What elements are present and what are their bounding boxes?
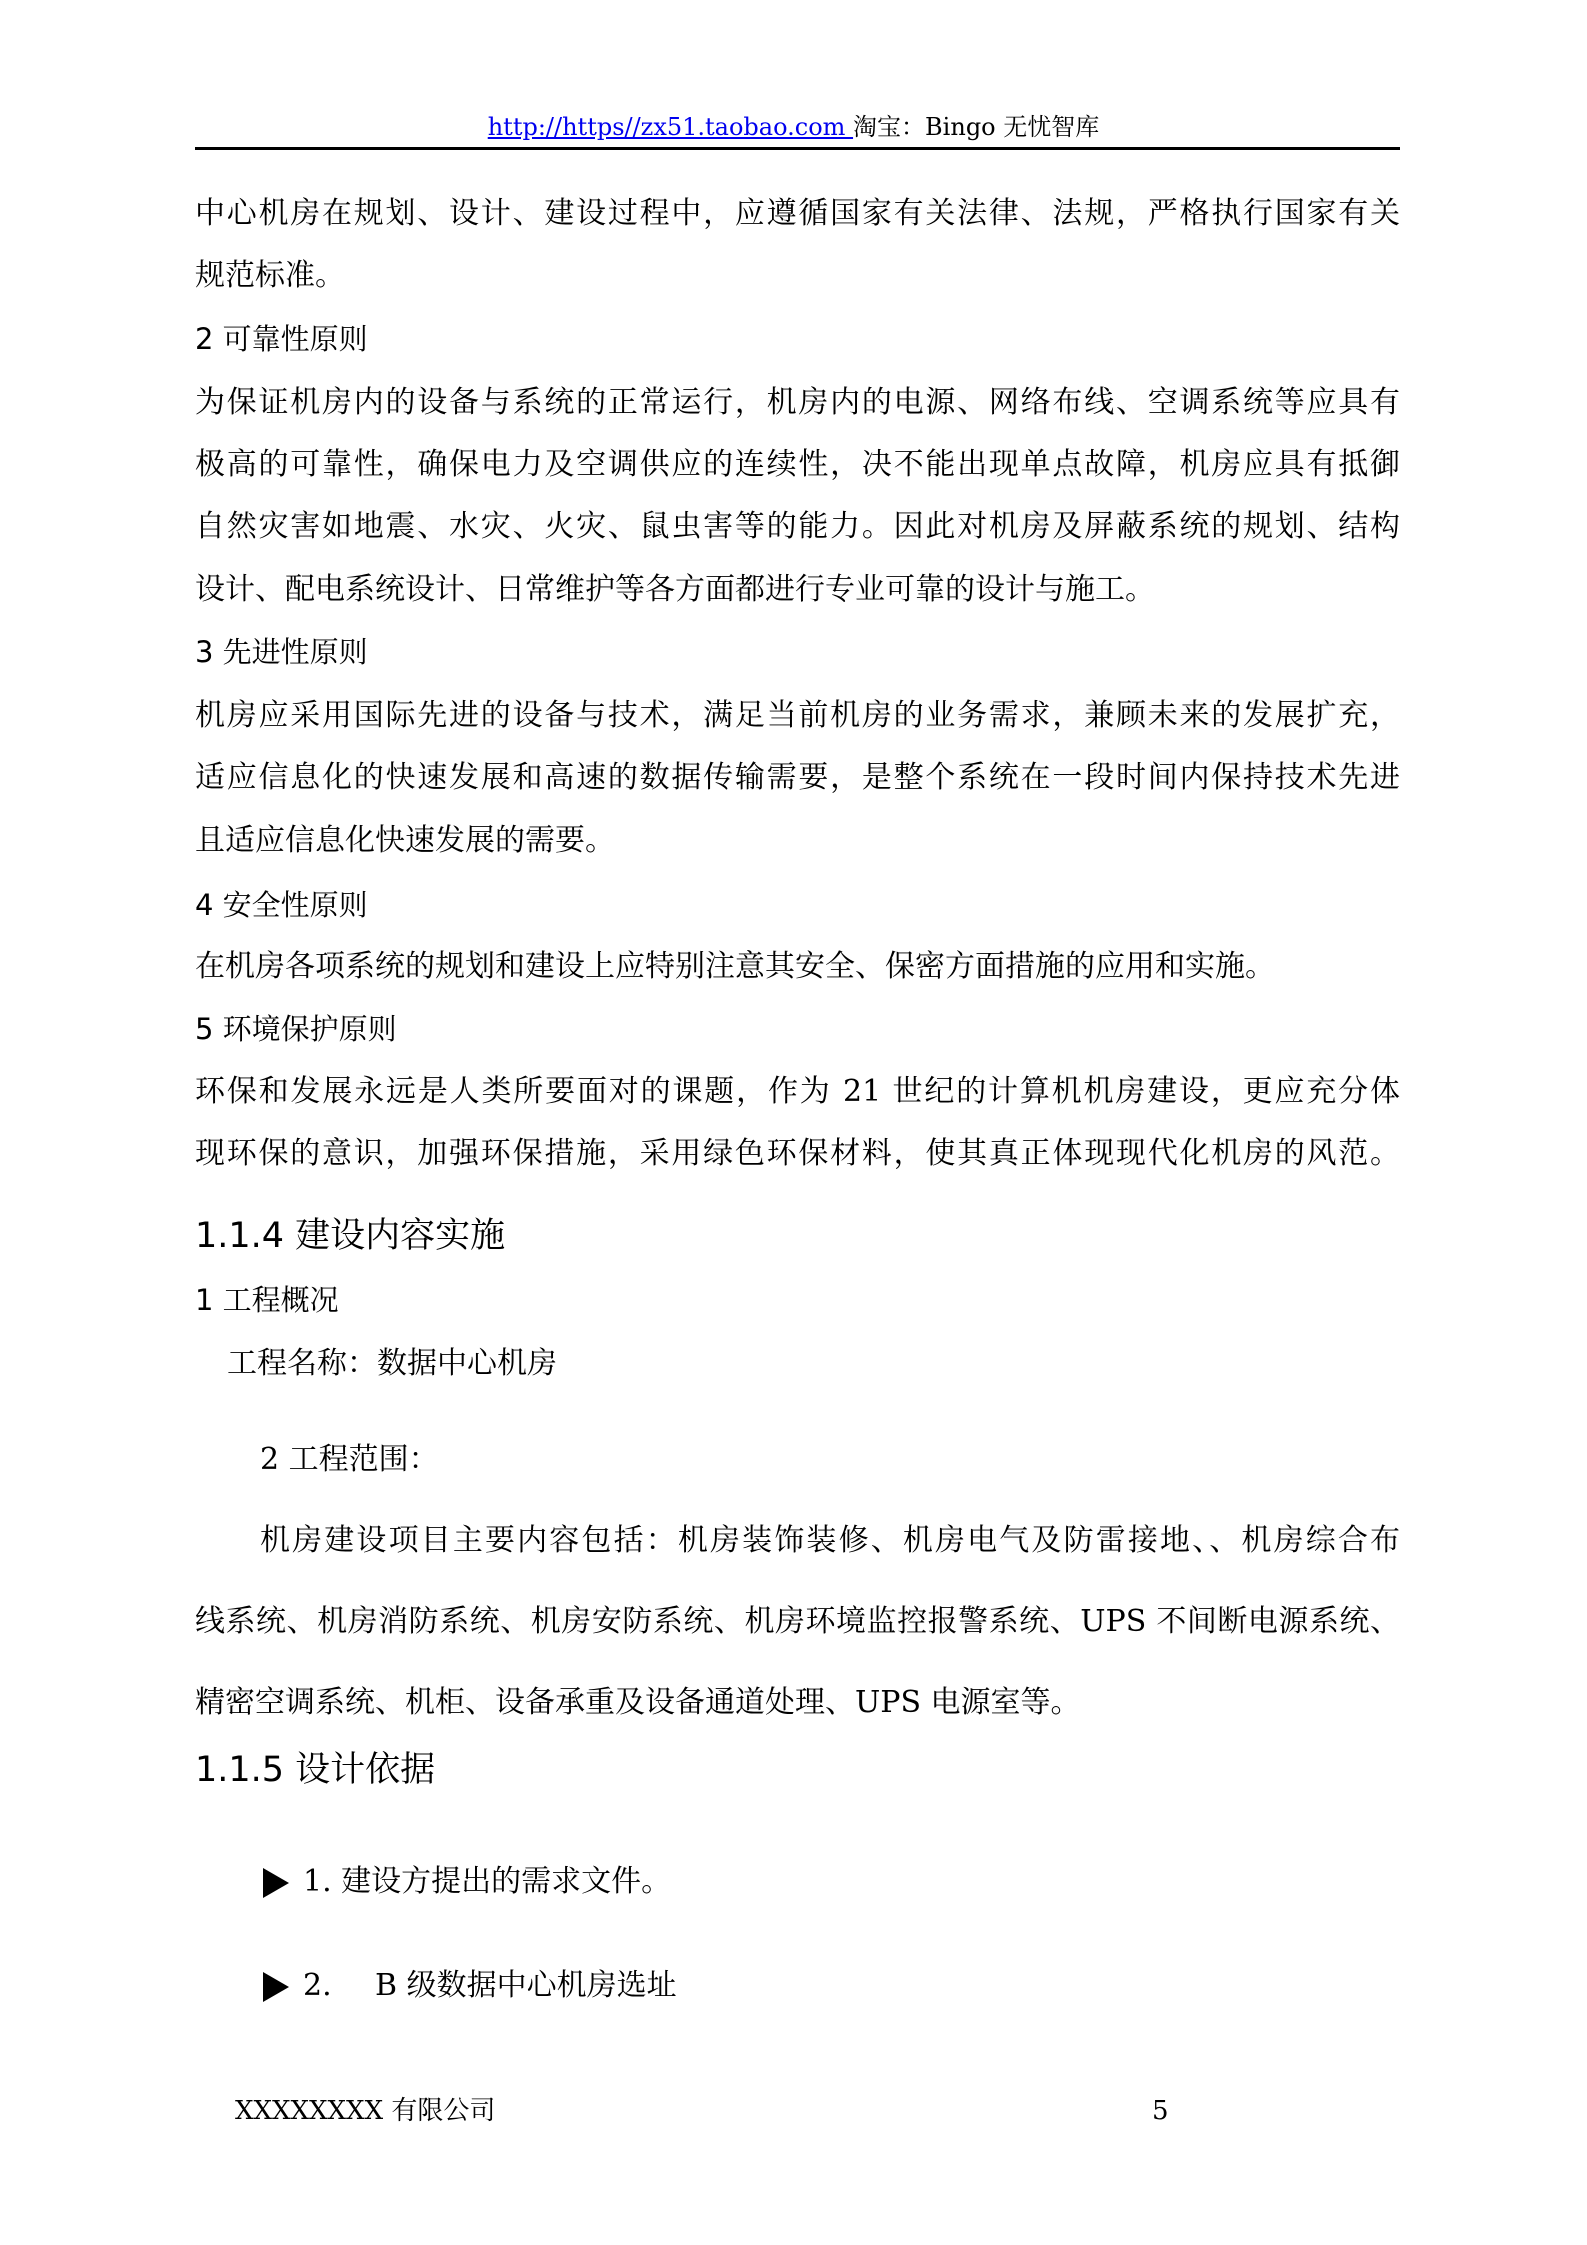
paragraph-line: 自然灾害如地震、水灾、火灾、鼠虫害等的能力。因此对机房及屏蔽系统的规划、结构 (195, 509, 1400, 544)
paragraph-line: 机房应采用国际先进的设备与技术，满足当前机房的业务需求，兼顾未来的发展扩充， (195, 698, 1400, 733)
paragraph-line: 设计、配电系统设计、日常维护等各方面都进行专业可靠的设计与施工。 (195, 572, 1155, 607)
list-text: B 级数据中心机房选址 (375, 1968, 677, 2003)
paragraph-line: 环保和发展永远是人类所要面对的课题，作为 21 世纪的计算机机房建设，更应充分体 (195, 1074, 1400, 1109)
footer-company: XXXXXXXX 有限公司 (235, 2096, 496, 2126)
scope-label: 2 工程范围： (260, 1442, 439, 1477)
arrow-bullet-icon (263, 1972, 289, 2002)
arrow-bullet-icon (263, 1868, 289, 1898)
paragraph-line: 在机房各项系统的规划和建设上应特别注意其安全、保密方面措施的应用和实施。 (195, 949, 1275, 984)
heading-security: 4 安全性原则 (195, 888, 368, 922)
list-item (263, 1966, 677, 2006)
list-text: 建设方提出的需求文件。 (341, 1864, 672, 1899)
paragraph-line: 精密空调系统、机柜、设备承重及设备通道处理、UPS 电源室等。 (195, 1685, 1081, 1720)
section-heading-1-1-4: 1.1.4 建设内容实施 (195, 1216, 506, 1256)
section-heading-1-1-5: 1.1.5 设计依据 (195, 1750, 436, 1790)
paragraph-line: 极高的可靠性，确保电力及空调供应的连续性，决不能出现单点故障，机房应具有抵御 (195, 447, 1400, 482)
project-name: 工程名称：数据中心机房 (227, 1346, 557, 1381)
heading-reliability: 2 可靠性原则 (195, 322, 368, 356)
heading-advanced: 3 先进性原则 (195, 635, 368, 669)
header-text: 淘宝：Bingo 无忧智库 (853, 113, 1100, 141)
page-number: 5 (1152, 2096, 1169, 2126)
paragraph-line: 中心机房在规划、设计、建设过程中，应遵循国家有关法律、法规，严格执行国家有关 (195, 196, 1400, 231)
heading-project-overview: 1 工程概况 (195, 1283, 339, 1317)
list-number: 2. (303, 1968, 332, 2003)
list-item (263, 1862, 671, 1902)
paragraph-line: 现环保的意识，加强环保措施，采用绿色环保材料，使其真正体现现代化机房的风范。 (195, 1136, 1400, 1171)
paragraph-line: 适应信息化的快速发展和高速的数据传输需要，是整个系统在一段时间内保持技术先进 (195, 760, 1400, 795)
paragraph-line: 为保证机房内的设备与系统的正常运行，机房内的电源、网络布线、空调系统等应具有 (195, 385, 1400, 420)
page-header (0, 112, 1587, 142)
header-rule (195, 147, 1400, 150)
list-number: 1. (303, 1864, 332, 1899)
heading-environment: 5 环境保护原则 (195, 1012, 397, 1046)
paragraph-line: 机房建设项目主要内容包括：机房装饰装修、机房电气及防雷接地、、机房综合布 (260, 1523, 1400, 1558)
paragraph-line: 且适应信息化快速发展的需要。 (195, 823, 615, 858)
paragraph-line: 线系统、机房消防系统、机房安防系统、机房环境监控报警系统、UPS 不间断电源系统、 (195, 1604, 1400, 1639)
header-link[interactable]: http://https//zx51.taobao.com (487, 113, 854, 141)
paragraph-line: 规范标准。 (195, 258, 345, 293)
